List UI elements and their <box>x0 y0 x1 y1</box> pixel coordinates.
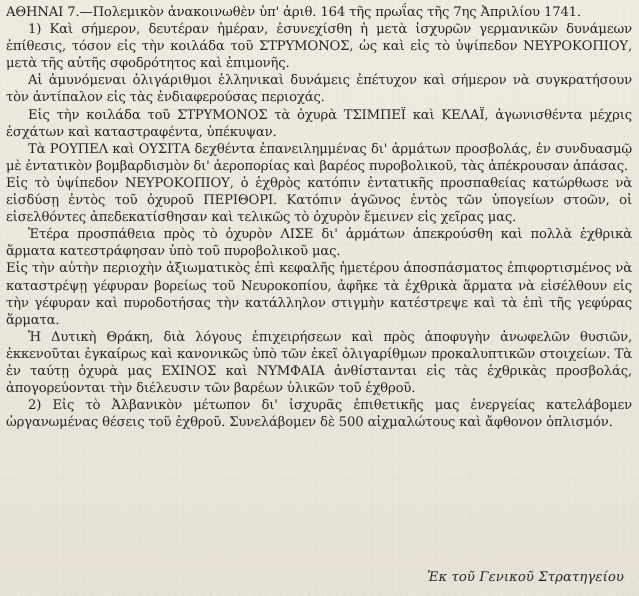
paragraph-lise: Ἑτέρα προσπάθεια πρὸς τὸ ὀχυρὸν ΛΙΣΕ δι' ἁρμάτων ἀπεκρούσθη καὶ πολλὰ ἐχθρικὰ ἅρματα κατεστράφησαν ὑπὸ τοῦ πυροβολικοῦ μας. <box>6 227 632 260</box>
paragraph-albanian-front: 2) Εἰς τὸ Ἀλβανικὸν μέτωπον δι' ἰσχυρᾶς ἐπιθετικῆς μας ἐνεργείας κατελάβομεν ὠργανωμένας θέσεις τοῦ ἐχθροῦ. Συνελάβομεν δὲ 500 αἰχμαλώτους καὶ ἄφθονον ὁπλισμόν. <box>6 398 632 431</box>
paragraph-bridge: Εἰς τὴν αὐτὴν περιοχὴν ἀξιωματικὸς ἐπὶ κεφαλῆς ἡμετέρου ἀποσπάσματος ἐπιφορτισμένος νὰ καταστρέψῃ γέφυραν βορείως τοῦ Νευροκοπίου, ἀφῆκε τὰ ἐχθρικὰ ἅρματα νὰ εἰσέλθουν εἰς τὴν γέφυραν καὶ πυροδοτήσας τὴν κατάλληλον στιγμὴν κατέστρεψε καὶ τὰ ἐπὶ τῆς γεφύρας ἅρματα. <box>6 261 632 328</box>
paragraph-strymon-attack: 1) Καὶ σήμερον, δευτέραν ἡμέραν, ἐσυνεχίσθη ἡ μετὰ ἰσχυρῶν γερμανικῶν δυνάμεων ἐπίθεσις, τόσον εἰς τὴν κοιλάδα τοῦ ΣΤΡΥΜΟΝΟΣ, ὡς καὶ εἰς τὸ ὑψίπεδον ΝΕΥΡΟΚΟΠΙΟΥ, μετὰ τῆς αὐτῆς σφοδρότητος καὶ ἐπιμονῆς. <box>6 22 632 72</box>
paragraph-roupel-ousita: Τὰ ΡΟΥΠΕΛ καὶ ΟΥΣΙΤΑ δεχθέντα ἐπανειλημμένας δι' ἁρμάτων προσβολάς, ἐν συνδυασμῷ μὲ ἐντατικὸν βομβαρδισμὸν δι' ἀεροπορίας καὶ βαρέος πυροβολικοῦ, τὰς ἀπέκρουσαν ἁπάσας. <box>6 141 632 174</box>
signature-line: Ἐκ τοῦ Γενικοῦ Στρατηγείου <box>427 569 624 585</box>
war-communique-clipping <box>6 4 632 592</box>
communique-header: ΑΘΗΝΑΙ 7.—Πολεμικὸν ἀνακοινωθὲν ὑπ' ἀριθ. 164 τῆς πρωΐας τῆς 7ης Ἀπριλίου 1741. <box>6 5 581 20</box>
paragraph-tsimpei-kelai: Εἰς τὴν κοιλάδα τοῦ ΣΤΡΥΜΟΝΟΣ τὰ ὀχυρὰ ΤΣΙΜΠΕΪ καὶ ΚΕΛΑΪ, ἀγωνισθέντα μέχρις ἐσχάτων καὶ καταστραφέντα, ὑπέκυψαν. <box>6 107 632 140</box>
paragraph-nevrokopi: Εἰς τὸ ὑψίπεδον ΝΕΥΡΟΚΟΠΙΟΥ, ὁ ἐχθρὸς κατόπιν ἐντατικῆς προσπαθείας κατώρθωσε νὰ εἰσδύσῃ ἐντὸς τοῦ ὀχυροῦ ΠΕΡΙΘΟΡΙ. Κατόπιν ἀγῶνος ἐντὸς τῶν ὑπογείων στοῶν, οἱ εἰσελθόντες ἀπεδεκατίσθησαν καὶ τελικῶς τὸ ὀχυρὸν ἔμεινεν εἰς χεῖρας μας. <box>6 175 632 226</box>
paragraph-western-thrace: Ἡ Δυτικὴ Θράκη, διὰ λόγους ἐπιχειρήσεων καὶ πρὸς ἀποφυγὴν ἀνωφελῶν θυσιῶν, ἐκκενοῦται ἐγκαίρως καὶ κανονικῶς ὑπὸ τῶν ἐκεῖ ὀλιγαρίθμων προκαλυπτικῶν στοιχείων. Τὰ ἐν ταύτῃ ὀχυρὰ μας ΕΧΙΝΟΣ καὶ ΝΥΜΦΑΙΑ ἀνθίστανται εἰς τὰς ἐχθρικὰς προσβολάς, ἀπογορεύονται τὴν διέλευσιν τῶν βαρέων ὑλικῶν τοῦ ἐχθροῦ. <box>6 329 632 397</box>
paragraph-greek-defense: Αἱ ἀμυνόμεναι ὀλιγάριθμοι ἑλληνικαὶ δυνάμεις ἐπέτυχον καὶ σήμερον νὰ συγκρατήσουν τὸν ἀντίπαλον εἰς τὰς ἐνδιαφερούσας περιοχάς. <box>6 73 632 106</box>
